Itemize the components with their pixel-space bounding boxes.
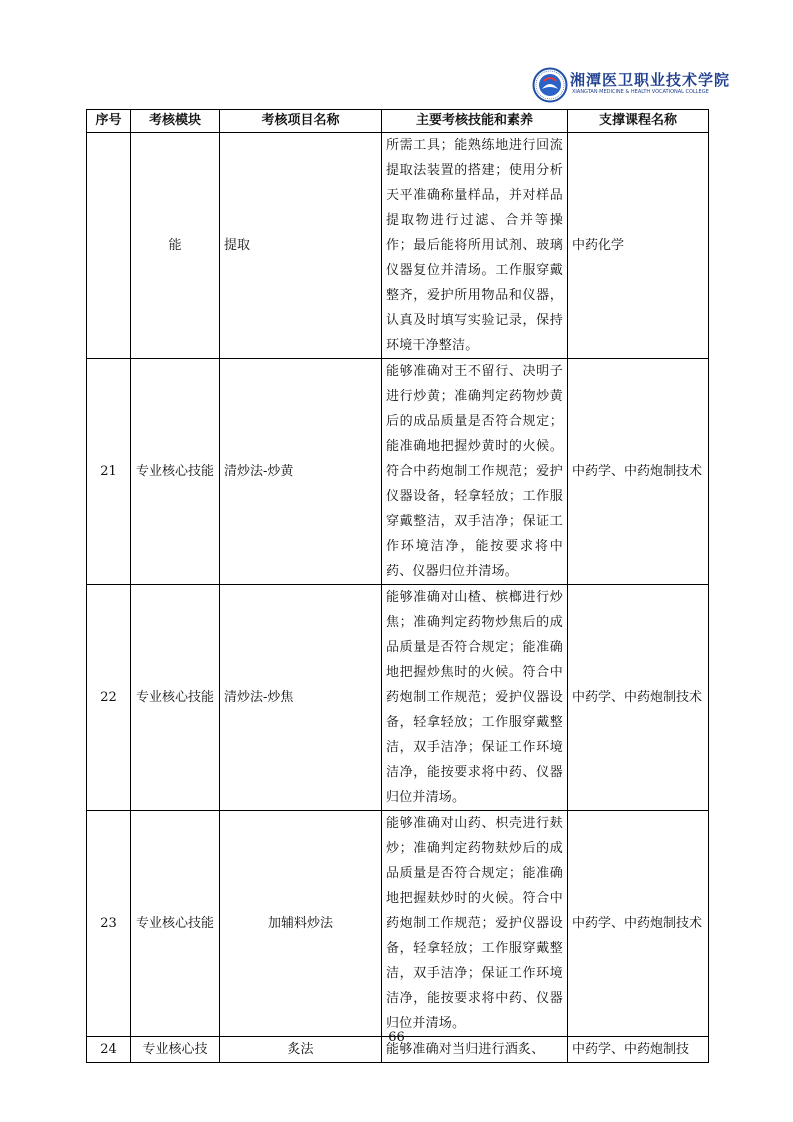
row-item: 炙法 bbox=[220, 1037, 382, 1063]
row-item: 提取 bbox=[220, 133, 382, 359]
row-module: 专业核心技 bbox=[131, 1037, 220, 1063]
row-skills: 所需工具；能熟练地进行回流提取法装置的搭建；使用分析天平准确称量样品，并对样品提取物进行过滤、合并等操作；最后能将所用试剂、玻璃仪器复位并清场。工作服穿戴整齐，爱护所用物品和仪器，认真及时填写实验记录，保持环境干净整洁。 bbox=[382, 133, 568, 359]
page-number: 66 bbox=[388, 1030, 405, 1045]
row-skills: 能够准确对王不留行、决明子进行炒黄；准确判定药物炒黄后的成品质量是否符合规定；能准确地把握炒黄时的火候。符合中药炮制工作规范；爱护仪器设备，轻拿轻放；工作服穿戴整洁，双手洁净；保证工作环境洁净，能按要求将中药、仪器归位并清场。 bbox=[382, 359, 568, 585]
school-emblem-icon bbox=[532, 67, 568, 103]
row-item: 加辅料炒法 bbox=[220, 811, 382, 1037]
header-no: 序号 bbox=[87, 110, 131, 133]
row-no: 23 bbox=[87, 811, 131, 1037]
row-course: 中药学、中药炮制技术 bbox=[568, 359, 709, 585]
row-skills: 能够准确对山楂、槟榔进行炒焦；准确判定药物炒焦后的成品质量是否符合规定；能准确地把握炒焦时的火候。符合中药炮制工作规范；爱护仪器设备，轻拿轻放；工作服穿戴整洁，双手洁净；保证工作环境洁净，能按要求将中药、仪器归位并清场。 bbox=[382, 585, 568, 811]
row-module: 专业核心技能 bbox=[131, 359, 220, 585]
header-skills: 主要考核技能和素养 bbox=[382, 110, 568, 133]
assessment-table bbox=[86, 109, 709, 1063]
row-item: 清炒法-炒焦 bbox=[220, 585, 382, 811]
row-no: 24 bbox=[87, 1037, 131, 1063]
row-module: 专业核心技能 bbox=[131, 811, 220, 1037]
school-name-english: XIANGTAN MEDICINE & HEALTH VOCATIONAL COLLEGE bbox=[572, 89, 709, 95]
table-row bbox=[87, 359, 709, 585]
table-row bbox=[87, 133, 709, 359]
row-module: 专业核心技能 bbox=[131, 585, 220, 811]
row-skills: 能够准确对山药、枳壳进行麸炒；准确判定药物麸炒后的成品质量是否符合规定；能准确地把握麸炒时的火候。符合中药炮制工作规范；爱护仪器设备，轻拿轻放；工作服穿戴整洁，双手洁净；保证工作环境洁净，能按要求将中药、仪器归位并清场。 bbox=[382, 811, 568, 1037]
row-skills: 能够准确对当归进行酒炙、 bbox=[382, 1037, 568, 1063]
row-course: 中药化学 bbox=[568, 133, 709, 359]
header-module: 考核模块 bbox=[131, 110, 220, 133]
row-module: 能 bbox=[131, 133, 220, 359]
row-no bbox=[87, 133, 131, 359]
table-header-row bbox=[87, 110, 709, 133]
row-course: 中药学、中药炮制技 bbox=[568, 1037, 709, 1063]
school-name: 湘潭医卫职业技术学院 bbox=[570, 71, 731, 89]
table-row bbox=[87, 585, 709, 811]
header-item: 考核项目名称 bbox=[220, 110, 382, 133]
row-no: 21 bbox=[87, 359, 131, 585]
row-course: 中药学、中药炮制技术 bbox=[568, 811, 709, 1037]
row-item: 清炒法-炒黄 bbox=[220, 359, 382, 585]
row-course: 中药学、中药炮制技术 bbox=[568, 585, 709, 811]
header-course: 支撑课程名称 bbox=[568, 110, 709, 133]
table-row bbox=[87, 811, 709, 1037]
school-logo bbox=[532, 66, 731, 104]
row-no: 22 bbox=[87, 585, 131, 811]
